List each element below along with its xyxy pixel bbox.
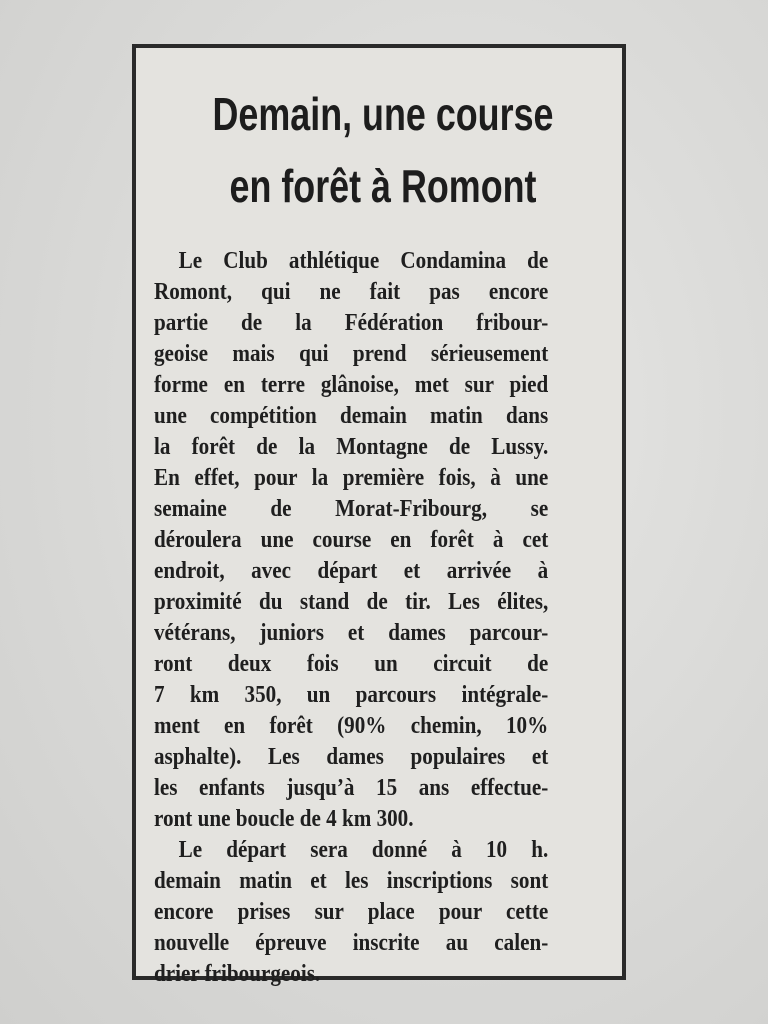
text-line: ront une boucle de 4 km 300.	[154, 806, 414, 832]
headline-line-2: en forêt à Romont	[229, 160, 537, 212]
paragraph-1	[154, 246, 603, 835]
text-line: nouvelle épreuve inscrite au calen-	[154, 930, 549, 956]
headline-line-1: Demain, une course	[212, 88, 554, 140]
text-line: une compétition demain matin dans	[154, 403, 549, 429]
text-line: les enfants jusqu’à 15 ans effectue-	[154, 775, 549, 801]
newspaper-clipping	[132, 44, 626, 987]
text-line: proximité du stand de tir. Les élites,	[154, 589, 549, 615]
text-line: forme en terre glânoise, met sur pied	[154, 372, 549, 398]
text-line: ment en forêt (90% chemin, 10%	[154, 713, 549, 739]
text-line: drier fribourgeois.	[154, 961, 321, 987]
paragraph-2	[154, 835, 603, 990]
text-line: partie de la Fédération fribour-	[154, 310, 549, 336]
text-line: la forêt de la Montagne de Lussy.	[154, 434, 549, 460]
text-line: asphalte). Les dames populaires et	[154, 744, 549, 770]
text-line: Romont, qui ne fait pas encore	[154, 279, 549, 305]
text-line: encore prises sur place pour cette	[154, 899, 549, 925]
text-line: Le Club athlétique Condamina de	[178, 248, 549, 274]
text-line: endroit, avec départ et arrivée à	[154, 558, 549, 584]
text-line: geoise mais qui prend sérieusement	[154, 341, 549, 367]
text-line: 7 km 350, un parcours intégrale-	[154, 682, 549, 708]
article-headline	[204, 78, 561, 222]
text-line: déroulera une course en forêt à cet	[154, 527, 549, 553]
article-body	[154, 246, 603, 990]
text-line: Le départ sera donné à 10 h.	[178, 837, 549, 863]
text-line: En effet, pour la première fois, à une	[154, 465, 549, 491]
text-line: demain matin et les inscriptions sont	[154, 868, 549, 894]
text-line: semaine de Morat-Fribourg, se	[154, 496, 549, 522]
text-line: vétérans, juniors et dames parcour-	[154, 620, 549, 646]
text-line: ront deux fois un circuit de	[154, 651, 549, 677]
